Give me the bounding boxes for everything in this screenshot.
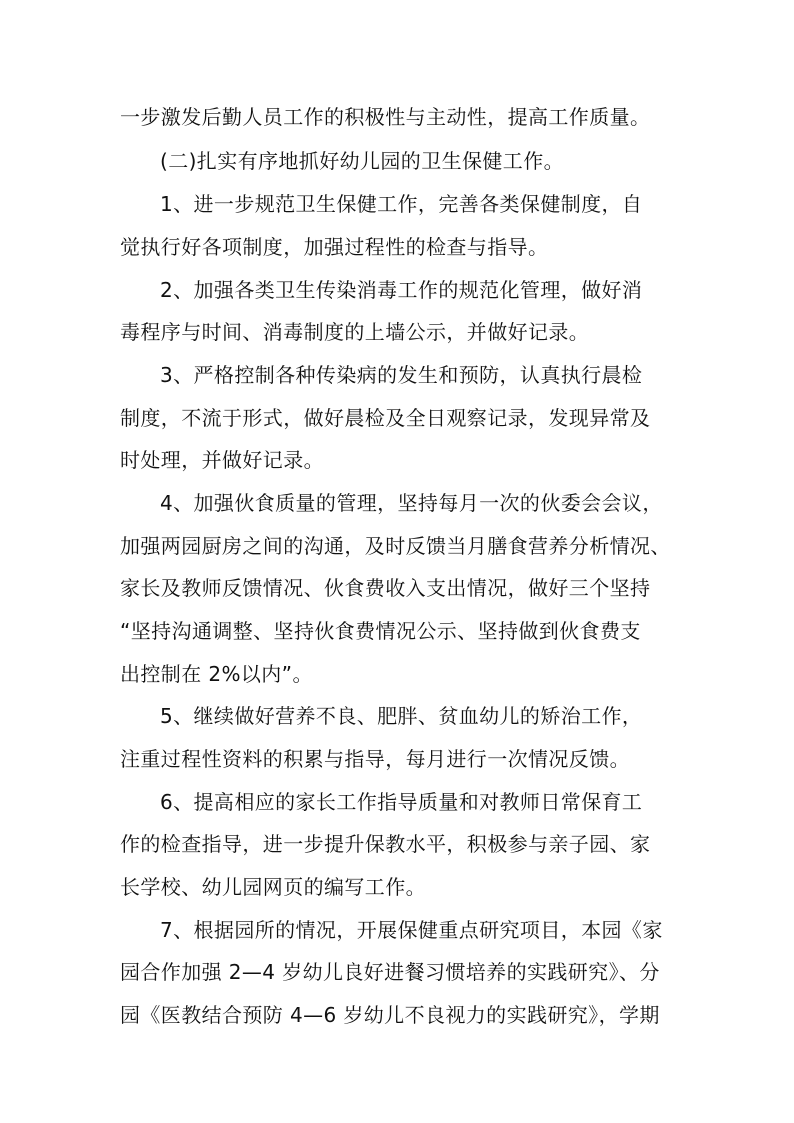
paragraph-line: 园合作加强 2—4 岁幼儿良好进餐习惯培养的实践研究》、分 bbox=[120, 960, 660, 984]
paragraph-line: 注重过程性资料的积累与指导，每月进行一次情况反馈。 bbox=[120, 747, 630, 771]
paragraph-line: 出控制在 2%以内”。 bbox=[120, 662, 313, 686]
paragraph-line: 5、继续做好营养不良、肥胖、贫血幼儿的矫治工作， bbox=[160, 704, 643, 728]
paragraph-line: 3、严格控制各种传染病的发生和预防，认真执行晨检 bbox=[160, 363, 643, 387]
paragraph-line: 加强两园厨房之间的沟通，及时反馈当月膳食营养分析情况、 bbox=[120, 534, 671, 558]
paragraph-line: 制度，不流于形式，做好晨检及全日观察记录，发现异常及 bbox=[120, 406, 651, 430]
section-heading: (二)扎实有序地抓好幼儿园的卫生保健工作。 bbox=[160, 149, 565, 173]
paragraph-line: 4、加强伙食质量的管理，坚持每月一次的伙委会会议， bbox=[160, 491, 663, 515]
paragraph-line: 2、加强各类卫生传染消毒工作的规范化管理，做好消 bbox=[160, 278, 643, 302]
paragraph-line: 1、进一步规范卫生保健工作，完善各类保健制度，自 bbox=[160, 192, 643, 216]
paragraph-line: 毒程序与时间、消毒制度的上墙公示，并做好记录。 bbox=[120, 320, 590, 344]
paragraph-line: 长学校、幼儿园网页的编写工作。 bbox=[120, 875, 426, 899]
paragraph-line: 时处理，并做好记录。 bbox=[120, 448, 324, 472]
paragraph-line: 觉执行好各项制度，加强过程性的检查与指导。 bbox=[120, 235, 549, 259]
paragraph-line: 家长及教师反馈情况、伙食费收入支出情况，做好三个坚持 bbox=[120, 576, 651, 600]
paragraph-line: 6、提高相应的家长工作指导质量和对教师日常保育工 bbox=[160, 790, 643, 814]
paragraph-line: 7、根据园所的情况，开展保健重点研究项目，本园《家 bbox=[160, 918, 663, 942]
paragraph-line: 一步激发后勤人员工作的积极性与主动性，提高工作质量。 bbox=[120, 105, 651, 129]
paragraph-line: 园《医教结合预防 4—6 岁幼儿不良视力的实践研究》，学期 bbox=[120, 1003, 660, 1027]
paragraph-line: 作的检查指导，进一步提升保教水平，积极参与亲子园、家 bbox=[120, 832, 651, 856]
paragraph-line: “坚持沟通调整、坚持伙食费情况公示、坚持做到伙食费支 bbox=[120, 619, 641, 643]
